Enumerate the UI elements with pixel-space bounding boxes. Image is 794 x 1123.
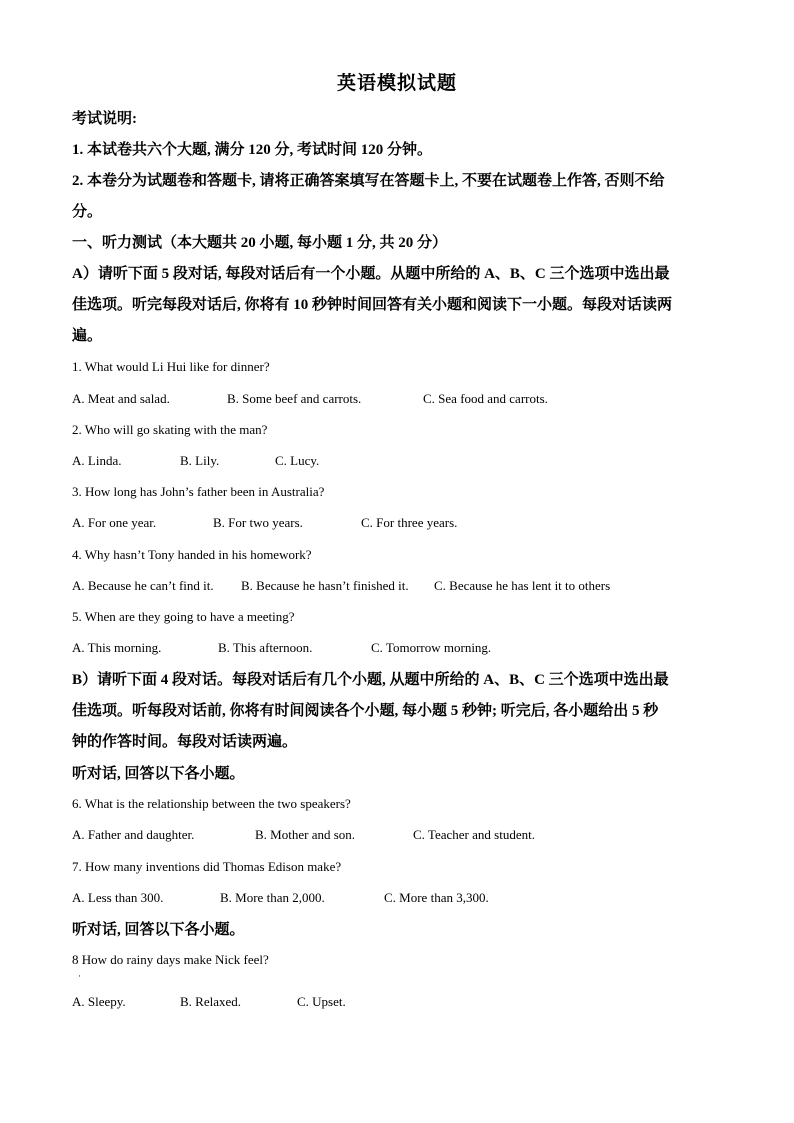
question-4: 4. Why hasn’t Tony handed in his homework? [72, 547, 312, 562]
part-b-instruction-line-1: B）请听下面 4 段对话。每段对话后有几个小题, 从题中所给的 A、B、C 三个选项中选出最 [72, 672, 669, 688]
instruction-item-1: 1. 本试卷共六个大题, 满分 120 分, 考试时间 120 分钟。 [72, 142, 433, 158]
question-7-option-b: B. More than 2,000. [220, 890, 325, 905]
question-1: 1. What would Li Hui like for dinner? [72, 359, 270, 374]
question-1-option-b: B. Some beef and carrots. [227, 391, 362, 406]
part-b-instruction-line-3: 钟的作答时间。每段对话读两遍。 [72, 734, 298, 750]
part-a-instruction-line-1: A）请听下面 5 段对话, 每段对话后有一个小题。从题中所给的 A、B、C 三个选项中选出最 [72, 266, 670, 282]
question-2: 2. Who will go skating with the man? [72, 422, 268, 437]
question-1-option-a: A. Meat and salad. [72, 391, 170, 406]
instruction-item-2-line-2: 分。 [72, 204, 103, 220]
question-7-option-a: A. Less than 300. [72, 890, 164, 905]
listen-prompt-1: 听对话, 回答以下各小题。 [72, 766, 245, 782]
question-5: 5. When are they going to have a meeting? [72, 609, 295, 624]
stray-dot-mark: · [78, 971, 81, 981]
question-2-option-b: B. Lily. [180, 453, 220, 468]
question-6-option-a: A. Father and daughter. [72, 827, 195, 842]
question-4-option-a: A. Because he can’t find it. [72, 578, 214, 593]
part-a-instruction-line-3: 遍。 [72, 328, 103, 344]
question-6-option-b: B. Mother and son. [255, 827, 356, 842]
part-a-instruction-line-2: 佳选项。听完每段对话后, 你将有 10 秒钟时间回答有关小题和阅读下一小题。每段对话读两 [72, 297, 673, 313]
question-8-option-c: C. Upset. [297, 994, 346, 1009]
instructions-heading: 考试说明: [72, 111, 137, 127]
instruction-item-2-line-1: 2. 本卷分为试题卷和答题卡, 请将正确答案填写在答题卡上, 不要在试题卷上作答, 否则不给 [72, 173, 665, 189]
question-3-option-a: A. For one year. [72, 515, 157, 530]
question-3-option-b: B. For two years. [213, 515, 303, 530]
question-8-option-a: A. Sleepy. [72, 994, 126, 1009]
question-6-option-c: C. Teacher and student. [413, 827, 535, 842]
question-4-option-b: B. Because he hasn’t finished it. [241, 578, 409, 593]
question-5-option-b: B. This afternoon. [218, 640, 313, 655]
question-6: 6. What is the relationship between the two speakers? [72, 796, 351, 811]
question-8-option-b: B. Relaxed. [180, 994, 242, 1009]
question-3-option-c: C. For three years. [361, 515, 458, 530]
section-1-heading: 一、听力测试（本大题共 20 小题, 每小题 1 分, 共 20 分） [72, 235, 448, 251]
question-4-option-c: C. Because he has lent it to others [434, 578, 611, 593]
question-3: 3. How long has John’s father been in Australia? [72, 484, 325, 499]
question-7-option-c: C. More than 3,300. [384, 890, 489, 905]
question-2-option-a: A. Linda. [72, 453, 122, 468]
listen-prompt-2: 听对话, 回答以下各小题。 [72, 922, 245, 938]
part-b-instruction-line-2: 佳选项。听每段对话前, 你将有时间阅读各个小题, 每小题 5 秒钟; 听完后, 各小题给出 5 秒 [72, 703, 659, 719]
page-title: 英语模拟试题 [336, 73, 457, 94]
question-5-option-a: A. This morning. [72, 640, 162, 655]
question-8: 8 How do rainy days make Nick feel? [72, 952, 269, 967]
question-5-option-c: C. Tomorrow morning. [371, 640, 492, 655]
question-1-option-c: C. Sea food and carrots. [423, 391, 548, 406]
question-7: 7. How many inventions did Thomas Edison make? [72, 859, 342, 874]
question-2-option-c: C. Lucy. [275, 453, 320, 468]
